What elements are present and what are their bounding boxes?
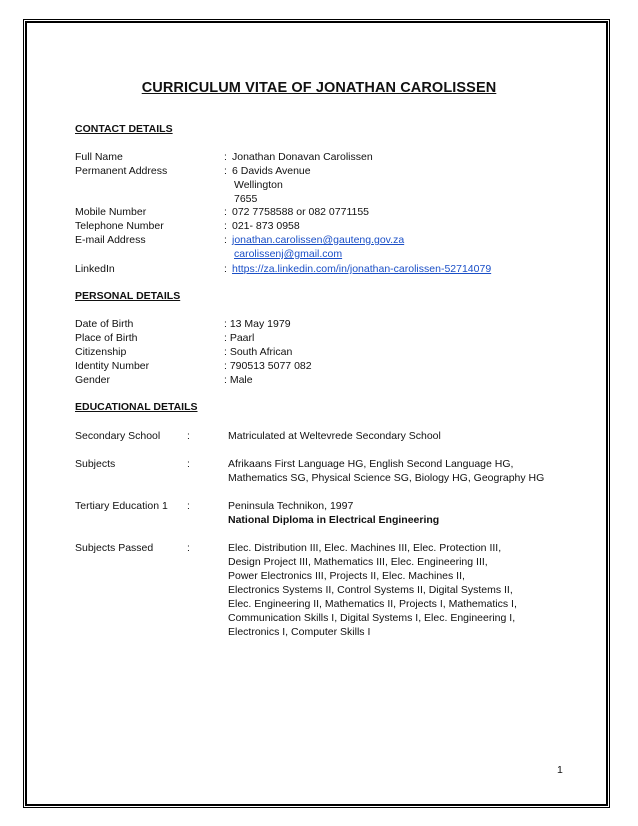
email-label: E-mail Address xyxy=(75,234,146,246)
subjects-passed-line: Electronics Systems II, Control Systems II, Digital Systems II, xyxy=(228,584,513,596)
colon: : xyxy=(224,206,227,218)
page-number: 1 xyxy=(557,764,563,776)
full-name-label: Full Name xyxy=(75,151,123,163)
subjects-passed-line: Elec. Distribution III, Elec. Machines III, Elec. Protection III, xyxy=(228,542,502,554)
colon: : xyxy=(187,458,190,470)
secondary-label: Secondary School xyxy=(75,430,161,442)
telephone-value: 021- 873 0958 xyxy=(232,220,300,232)
colon: : xyxy=(187,542,190,554)
subjects-line-1: Afrikaans First Language HG, English Second Language HG, xyxy=(228,458,514,470)
pob-label: Place of Birth xyxy=(75,332,138,344)
subjects-passed-line: Design Project III, Mathematics III, Elec. Engineering III, xyxy=(228,556,488,568)
colon: : xyxy=(224,220,227,232)
mobile-value: 072 7758588 or 082 0771155 xyxy=(232,206,370,218)
full-name-value: Jonathan Donavan Carolissen xyxy=(232,151,373,163)
subjects-passed-line: Electronics I, Computer Skills I xyxy=(228,626,371,638)
email-link-work[interactable]: jonathan.carolissen@gauteng.gov.za xyxy=(232,234,405,246)
tertiary-institution: Peninsula Technikon, 1997 xyxy=(228,500,354,512)
colon: : xyxy=(224,263,227,275)
tertiary-label: Tertiary Education 1 xyxy=(75,500,168,512)
address-label: Permanent Address xyxy=(75,165,168,177)
colon: : xyxy=(187,500,190,512)
address-line-3: 7655 xyxy=(234,193,258,205)
address-line-2: Wellington xyxy=(234,179,283,191)
dob-label: Date of Birth xyxy=(75,318,134,330)
subjects-passed-line: Communication Skills I, Digital Systems I, Elec. Engineering I, xyxy=(228,612,516,624)
colon: : xyxy=(224,165,227,177)
secondary-value: Matriculated at Weltevrede Secondary School xyxy=(228,430,441,442)
contact-heading: CONTACT DETAILS xyxy=(75,123,173,135)
subjects-passed-line: Elec. Engineering II, Mathematics II, Projects I, Mathematics I, xyxy=(228,598,517,610)
gender-value: : Male xyxy=(224,374,253,386)
telephone-label: Telephone Number xyxy=(75,220,164,232)
education-heading: EDUCATIONAL DETAILS xyxy=(75,401,198,413)
document-title: CURRICULUM VITAE OF JONATHAN CAROLISSEN xyxy=(141,80,497,96)
dob-value: : 13 May 1979 xyxy=(224,318,291,330)
email-link-personal[interactable]: carolissenj@gmail.com xyxy=(234,248,343,260)
subjects-label: Subjects xyxy=(75,458,116,470)
colon: : xyxy=(187,430,190,442)
citizenship-value: : South African xyxy=(224,346,293,358)
tertiary-qualification: National Diploma in Electrical Engineering xyxy=(228,514,440,526)
mobile-label: Mobile Number xyxy=(75,206,147,218)
subjects-passed-label: Subjects Passed xyxy=(75,542,154,554)
linkedin-link[interactable]: https://za.linkedin.com/in/jonathan-carolissen-52714079 xyxy=(232,263,492,275)
gender-label: Gender xyxy=(75,374,111,386)
colon: : xyxy=(224,151,227,163)
page-border-inner xyxy=(26,22,607,805)
colon: : xyxy=(224,234,227,246)
linkedin-label: LinkedIn xyxy=(75,263,115,275)
citizenship-label: Citizenship xyxy=(75,346,127,358)
pob-value: : Paarl xyxy=(224,332,255,344)
id-number-label: Identity Number xyxy=(75,360,150,372)
id-number-value: : 790513 5077 082 xyxy=(224,360,312,372)
personal-heading: PERSONAL DETAILS xyxy=(75,290,181,302)
address-line-1: 6 Davids Avenue xyxy=(232,165,311,177)
subjects-passed-line: Power Electronics III, Projects II, Elec. Machines II, xyxy=(228,570,465,582)
subjects-line-2: Mathematics SG, Physical Science SG, Biology HG, Geography HG xyxy=(228,472,545,484)
